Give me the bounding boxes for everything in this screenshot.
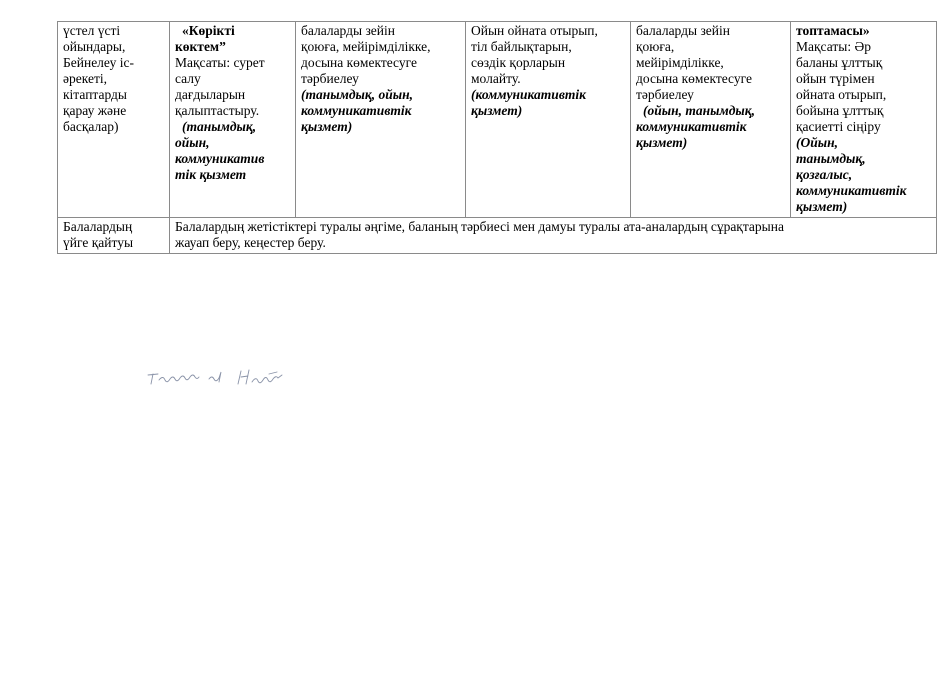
handwritten-signature bbox=[145, 365, 290, 389]
cell-line: молайту. bbox=[471, 71, 521, 86]
friday-cell bbox=[791, 22, 937, 218]
cell-tag: тік қызмет bbox=[175, 167, 247, 182]
departure-label-cell bbox=[58, 218, 170, 254]
cell-line: Балалардың жетістіктері туралы әңгіме, баланың тәрбиесі мен дамуы туралы ата-аналардың сұрақтарына bbox=[175, 219, 784, 234]
cell-line: қарау және bbox=[63, 103, 127, 118]
cell-line: дағдыларын bbox=[175, 87, 246, 102]
cell-line: балаларды зейін bbox=[636, 23, 730, 38]
cell-tag: (коммуникативтік bbox=[471, 87, 586, 102]
cell-tag: (танымдық, bbox=[182, 119, 257, 134]
cell-line: Бейнелеу іс- bbox=[63, 55, 134, 70]
cell-line: досына көмектесуге bbox=[636, 71, 752, 86]
cell-line: баланы ұлттық bbox=[796, 55, 883, 70]
cell-line: ойната отырып, bbox=[796, 87, 887, 102]
cell-line: кітаптарды bbox=[63, 87, 127, 102]
cell-tag: қозғалыс, bbox=[796, 167, 853, 182]
cell-line: Балалардың bbox=[63, 219, 133, 234]
plan-table bbox=[57, 21, 937, 254]
cell-line: үстел үсті bbox=[63, 23, 121, 38]
departure-text-cell bbox=[170, 218, 937, 254]
cell-line: жауап беру, кеңестер беру. bbox=[175, 235, 326, 250]
cell-tag: қызмет) bbox=[301, 119, 353, 134]
cell-tag: қызмет) bbox=[636, 135, 688, 150]
cell-tag: коммуникатив bbox=[175, 151, 265, 166]
cell-line: бойына ұлттық bbox=[796, 103, 884, 118]
cell-line: қалыптастыру. bbox=[175, 103, 260, 118]
cell-line: салу bbox=[175, 71, 201, 86]
cell-tag: коммуникативтік bbox=[301, 103, 412, 118]
table-row bbox=[58, 22, 937, 218]
cell-tag: қызмет) bbox=[471, 103, 523, 118]
cell-tag: ойын, bbox=[175, 135, 210, 150]
cell-line: ойындары, bbox=[63, 39, 126, 54]
cell-line: ойын түрімен bbox=[796, 71, 875, 86]
cell-line: үйге қайтуы bbox=[63, 235, 134, 250]
cell-tag: (Ойын, bbox=[796, 135, 838, 150]
cell-line: тәрбиелеу bbox=[301, 71, 359, 86]
signature-initials-stroke bbox=[238, 370, 282, 384]
cell-line: басқалар) bbox=[63, 119, 119, 134]
monday-cell bbox=[170, 22, 296, 218]
cell-line: балаларды зейін bbox=[301, 23, 395, 38]
cell-line: Ойын ойната отырып, bbox=[471, 23, 598, 38]
cell-tag: (ойын, танымдық, bbox=[643, 103, 756, 118]
cell-line: қоюға, bbox=[636, 39, 675, 54]
cell-line: қоюға, мейірімділікке, bbox=[301, 39, 431, 54]
activity-cell bbox=[58, 22, 170, 218]
cell-title: «Көрікті bbox=[182, 23, 235, 38]
cell-line: тіл байлықтарын, bbox=[471, 39, 572, 54]
cell-line: қасиетті сіңіру bbox=[796, 119, 881, 134]
cell-tag: коммуникативтік bbox=[636, 119, 747, 134]
cell-line: тәрбиелеу bbox=[636, 87, 694, 102]
cell-tag: коммуникативтік bbox=[796, 183, 907, 198]
table-row bbox=[58, 218, 937, 254]
cell-title: топтамасы» bbox=[796, 23, 870, 38]
cell-line: Мақсаты: сурет bbox=[175, 55, 265, 70]
cell-line: мейірімділікке, bbox=[636, 55, 724, 70]
cell-tag: қызмет) bbox=[796, 199, 848, 214]
cell-tag: (танымдық, ойын, bbox=[301, 87, 414, 102]
cell-line: Мақсаты: Әр bbox=[796, 39, 871, 54]
cell-line: сөздік қорларын bbox=[471, 55, 566, 70]
signature-word-stroke bbox=[148, 372, 221, 384]
tuesday-cell bbox=[296, 22, 466, 218]
cell-line: досына көмектесуге bbox=[301, 55, 417, 70]
cell-title: көктем” bbox=[175, 39, 226, 54]
thursday-cell bbox=[631, 22, 791, 218]
wednesday-cell bbox=[466, 22, 631, 218]
cell-line: әрекеті, bbox=[63, 71, 107, 86]
cell-tag: танымдық, bbox=[796, 151, 866, 166]
